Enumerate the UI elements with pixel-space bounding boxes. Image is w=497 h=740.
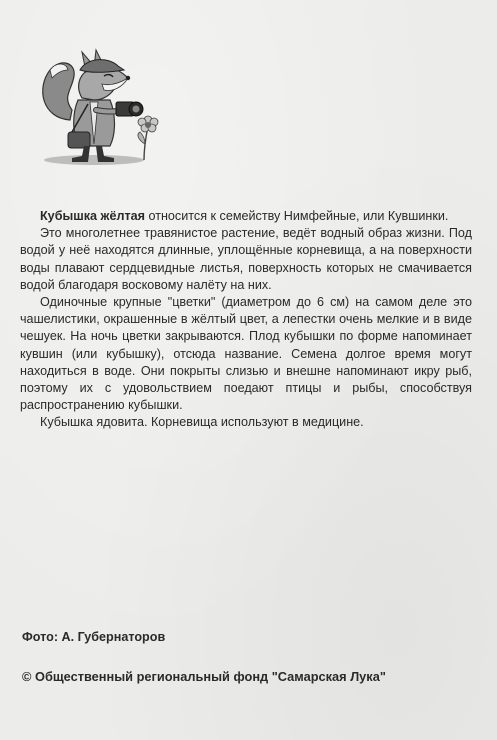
article-lead-rest: относится к семейству Нимфейные, или Кувшинки. — [144, 209, 449, 223]
article-lead-term: Кубышка жёлтая — [40, 209, 145, 223]
photo-credit: Фото: А. Губернаторов — [22, 630, 166, 644]
article-paragraph-1: Это многолетнее травянистое растение, ведёт водный образ жизни. Под водой у неё находятся длинные, уплощённые корневища, а на поверхности воды плавают сердцевидные листья, поверхность которых не смачивается водой благодаря восковому налёту на них. — [20, 226, 472, 292]
article-intro — [20, 208, 472, 225]
article-text — [20, 208, 472, 432]
article-paragraph-2: Одиночные крупные "цветки" (диаметром до 6 см) на самом деле это чашелистики, окрашенные в жёлтый цвет, а лепестки очень мелкие и в виде чешуек. На ночь цветки закрываются. Плод кубышки по форме напоминает кувшин (или кубышку), отсюда название. Семена долгое время могут находиться в воде. Они покрыты слизью и внешне напоминают икру рыб, поэтому их с удовольствием поедают птицы и рыбы, способствуя распространению кубышки. — [20, 295, 472, 413]
copyright-notice: © Общественный региональный фонд "Самарская Лука" — [22, 669, 386, 684]
fox-photographer-icon — [32, 40, 162, 168]
article-paragraph-3: Кубышка ядовита. Корневища используют в медицине. — [40, 415, 364, 430]
